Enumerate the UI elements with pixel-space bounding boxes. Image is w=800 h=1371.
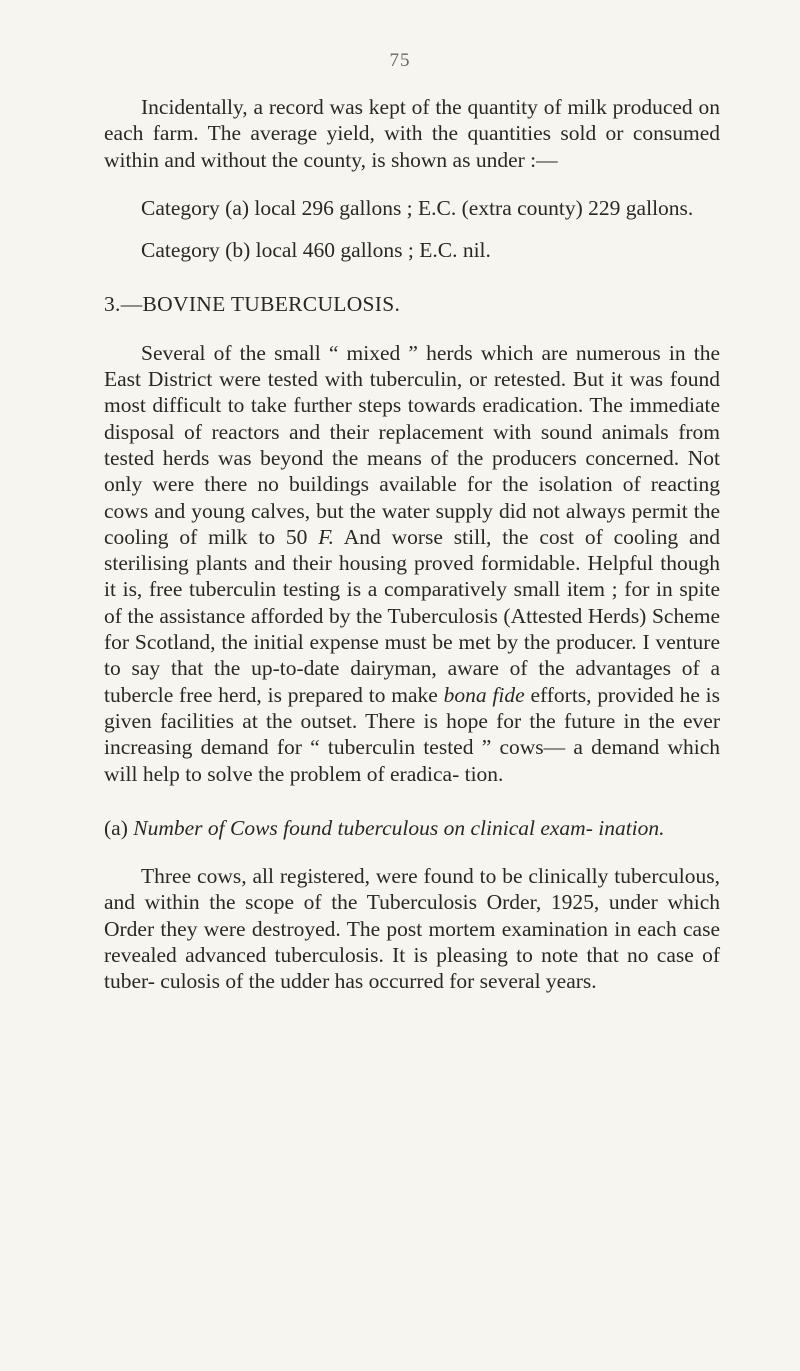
intro-paragraph: Incidentally, a record was kept of the quantity of milk produced on each farm. The average yield, with the quantities sold or consumed within and without the county, is shown as under :— (104, 95, 720, 172)
bovine-tb-text-2: And worse still, the cost of cooling and sterilising plants and their housing proved formidable. Helpful though it is, free tuberculin testing is a comparatively small item ; for in spite of the assistance afforded by the Tuberculosis (Attested Herds) Scheme for Scotland, the initial expense must be met by the producer. I venture to say that the up-to-date dairyman, aware of the advantages of a tubercle free herd, is prepared to make (104, 524, 720, 707)
category-b-line: Category (b) local 460 gallons ; E.C. nil. (141, 238, 491, 263)
subheading (104, 815, 720, 841)
section-heading: 3.—BOVINE TUBERCULOSIS. (104, 292, 401, 317)
page-body (104, 94, 720, 995)
temperature-unit: F. (318, 524, 335, 549)
category-a-line: Category (a) local 296 gallons ; E.C. (extra county) 229 gallons. (141, 195, 694, 220)
bovine-tb-paragraph (104, 340, 720, 787)
bona-fide-phrase: bona fide (443, 682, 525, 707)
bovine-tb-text-3: efforts, provided he is given facilities at the outset. There is hope for the future in the ever increasing demand for “ tuberculin tested ” cows— a demand which will help to solve the problem of eradica- tion. (104, 682, 720, 786)
subheading-text: Number of Cows found tuberculous on clinical exam- ination. (133, 815, 665, 840)
clinical-paragraph: Three cows, all registered, were found to be clinically tuberculous, and within the scope of the Tuberculosis Order, 1925, under which Order they were destroyed. The post mortem examination in each case revealed advanced tuberculosis. It is pleasing to note that no case of tuber- culosis of the udder has occurred for several years. (104, 864, 720, 994)
page-number: 75 (389, 50, 411, 71)
subheading-label: (a) (104, 815, 128, 840)
bovine-tb-text-1: Several of the small “ mixed ” herds which are numerous in the East District were tested with tuberculin, or retested. But it was found most difficult to take further steps towards eradication. The immediate disposal of reactors and their replacement with sound animals from tested herds was beyond the means of the producers concerned. Not only were there no buildings available for the isolation of reacting cows and young calves, but the water supply did not always permit the cooling of milk to 50 (104, 340, 720, 549)
